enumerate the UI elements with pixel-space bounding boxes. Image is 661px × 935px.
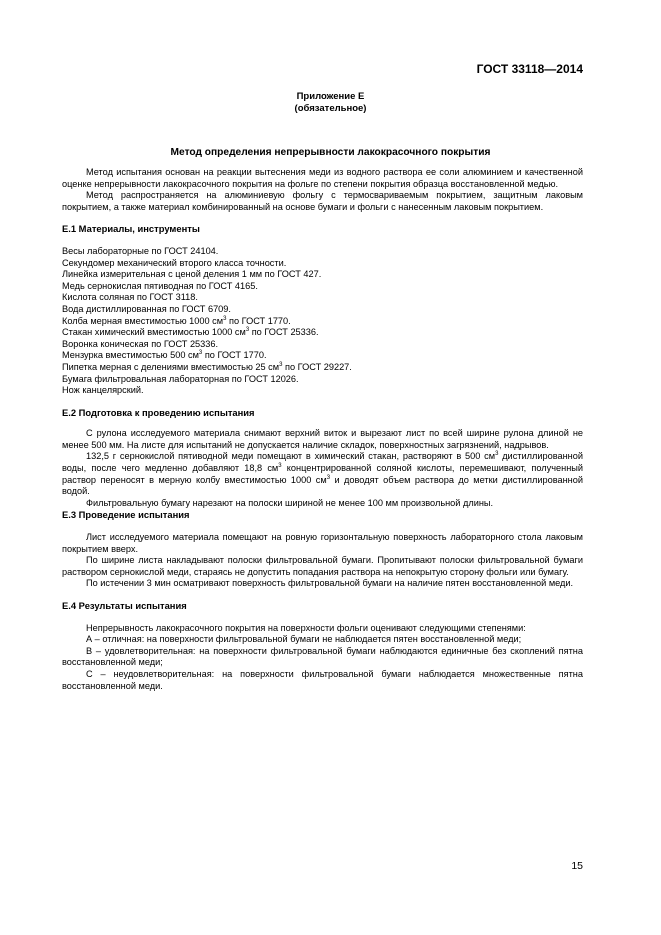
e2-paragraph: С рулона исследуемого материала снимают верхний виток и вырезают лист по всей ширине рулона длиной не менее 500 мм. На листе для испытаний не допускается наличие складок, поверхностных загрязнений, надрывов. (62, 428, 583, 450)
paragraph-text: дистиллированной воды, после чего медленно добавляют 18,8 см (62, 451, 583, 474)
section-e2-heading: Е.2 Подготовка к проведению испытания (62, 406, 255, 418)
annex-label: Приложение Е (296, 91, 365, 102)
method-title: Метод определения непрерывности лакокрасочного покрытия (170, 147, 491, 158)
materials-item: Линейка измерительная с ценой деления 1 мм по ГОСТ 427. (62, 269, 322, 280)
section-e3-heading: Е.3 Проведение испытания (62, 509, 190, 521)
e4-paragraph: В – удовлетворительная: на поверхности фильтровальной бумаги наблюдаются единичные без скоплений пятна восстановленной меди; (62, 645, 583, 668)
e4-paragraph: С – неудовлетворительная: на поверхности фильтровальной бумаги наблюдается множественные пятна восстановленной меди. (62, 668, 583, 691)
item-text: по ГОСТ 1770. (202, 350, 267, 361)
annex-status: (обязательное) (294, 102, 367, 114)
superscript: 3 (495, 451, 499, 458)
materials-item: Бумага фильтровальная лабораторная по ГОСТ 12026. (62, 373, 299, 384)
materials-item (62, 316, 583, 328)
e2-paragraph: Фильтровальную бумагу нарезают на полоски шириной не менее 100 мм произвольной длины. (86, 497, 494, 508)
materials-item: Весы лабораторные по ГОСТ 24104. (62, 245, 219, 256)
materials-item: Медь сернокислая пятиводная по ГОСТ 4165. (62, 280, 258, 291)
superscript: 3 (198, 350, 203, 357)
e4-paragraph: А – отличная: на поверхности фильтровальной бумаги не наблюдается пятен восстановленной меди; (86, 634, 522, 645)
paragraph-text: и доводят объем раствора до метки дистиллированной водой. (62, 474, 583, 497)
materials-item: Воронка коническая по ГОСТ 25336. (62, 338, 219, 349)
document-body (62, 167, 583, 692)
standard-number: ГОСТ 33118—2014 (476, 62, 583, 76)
e3-paragraph: По ширине листа накладывают полоски фильтровальной бумаги. Пропитывают полоски фильтровальной бумаги раствором сернокислой меди, стараясь не допустить попадания раствора на непокрытую сторону фольги или бумагу. (62, 555, 583, 577)
e3-paragraph: Лист исследуемого материала помещают на ровную горизонтальную поверхность лабораторного стола лаковым покрытием вверх. (62, 532, 583, 554)
intro-paragraph: Метод распространяется на алюминиевую фольгу с термосвариваемым покрытием, защитным лаковым покрытием, а также материал комбинированный на основе бумаги и фольги с нанесенным лаковым покрытием. (62, 190, 583, 212)
materials-item: Секундомер механический второго класса точности. (62, 257, 287, 268)
page-number: 15 (571, 860, 583, 872)
item-text: Мензурка вместимостью 500 см (62, 350, 199, 361)
materials-item (62, 350, 583, 362)
item-text: по ГОСТ 29227. (282, 361, 352, 372)
item-text: по ГОСТ 1770. (226, 315, 291, 326)
intro-paragraph: Метод испытания основан на реакции вытеснения меди из водного раствора ее соли алюминием и качественной оценке непрерывности лакокрасочного покрытия на фольге по степени покрытия образца восстановленной медью. (62, 167, 583, 189)
item-text: по ГОСТ 25336. (249, 327, 319, 338)
materials-item (62, 327, 583, 339)
section-e4-heading: Е.4 Результаты испытания (62, 600, 187, 611)
materials-item: Вода дистиллированная по ГОСТ 6709. (62, 303, 231, 314)
item-text: Стакан химический вместимостью 1000 см (62, 327, 246, 338)
section-e1-heading: Е.1 Материалы, инструменты (62, 223, 200, 235)
e2-paragraph-solution (62, 451, 583, 497)
item-text: Пипетка мерная с делениями вместимостью 25 см (62, 361, 280, 372)
materials-item: Кислота соляная по ГОСТ 3118. (62, 292, 198, 303)
superscript: 3 (279, 361, 283, 368)
superscript: 3 (223, 315, 227, 322)
annex-heading (0, 91, 661, 114)
e4-paragraph: Непрерывность лакокрасочного покрытия на поверхности фольги оценивают следующими степенями: (86, 622, 526, 633)
paragraph-text: концентрированной соляной кислоты, перемешивают, полученный раствор переносят в мерную колбу вместимостью 1000 см (62, 463, 583, 485)
superscript: 3 (245, 327, 250, 334)
materials-item (62, 362, 583, 374)
materials-item: Нож канцелярский. (62, 385, 144, 396)
materials-list (62, 246, 583, 397)
paragraph-text: 132,5 г сернокислой пятиводной меди помещают в химический стакан, растворяют в 500 см (86, 451, 496, 462)
e3-paragraph: По истечении 3 мин осматривают поверхность фильтровальной бумаги на наличие пятен восстановленной меди. (86, 578, 574, 589)
item-text: Колба мерная вместимостью 1000 см (62, 315, 224, 326)
superscript: 3 (278, 463, 282, 469)
superscript: 3 (326, 474, 331, 481)
